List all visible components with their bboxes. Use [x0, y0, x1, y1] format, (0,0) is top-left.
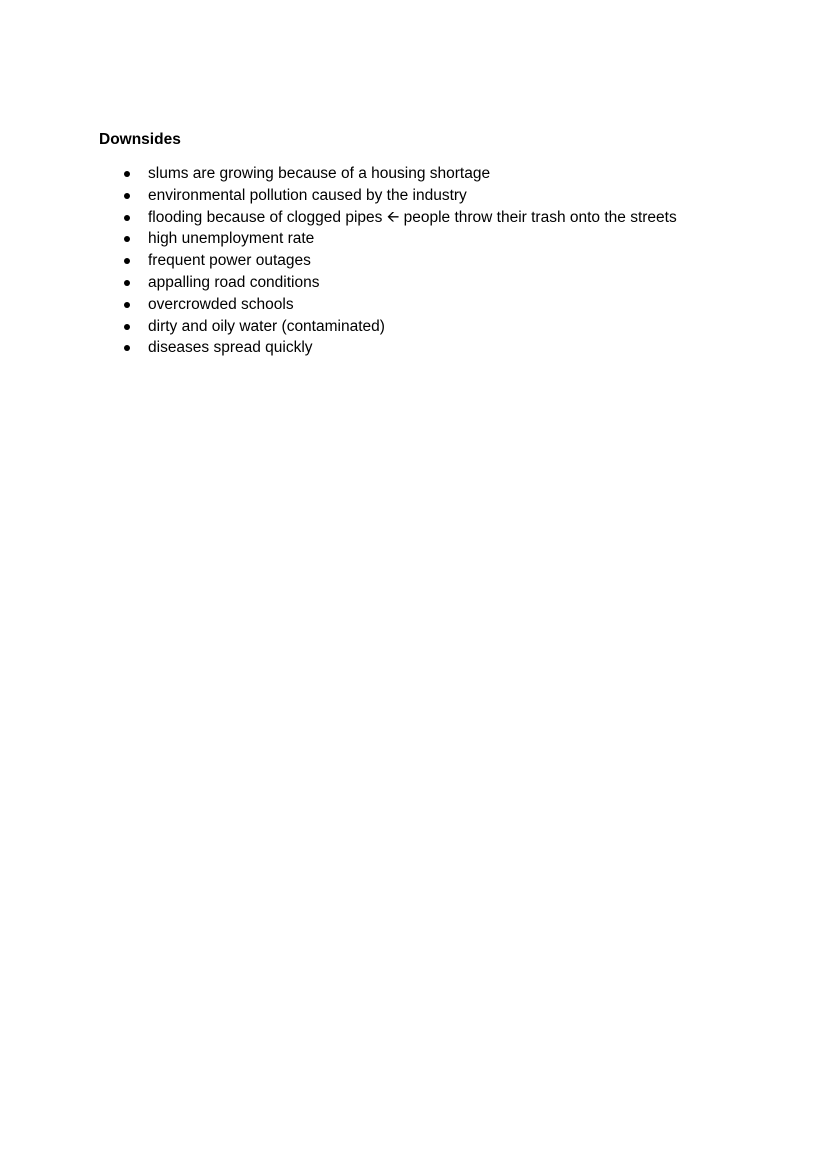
bullet-icon [124, 280, 130, 286]
list-item [120, 272, 820, 294]
list-item-text: slums are growing because of a housing shortage [148, 165, 491, 182]
bullet-icon [124, 193, 130, 199]
list-item-text: frequent power outages [148, 252, 311, 270]
list-item-text: flooding because of clogged pipes 🡨 people throw their trash onto the streets [148, 208, 677, 226]
list-item-text: appalling road conditions [148, 273, 320, 291]
list-item-text: overcrowded schools [148, 295, 294, 313]
list-item [120, 207, 820, 229]
bullet-icon [124, 302, 130, 308]
list-item [120, 316, 820, 338]
list-item [120, 228, 820, 250]
bullet-icon [124, 171, 130, 177]
list-item-text: diseases spread quickly [148, 339, 313, 357]
bullet-icon [124, 215, 130, 221]
bullet-icon [124, 236, 130, 242]
bullet-icon [124, 258, 130, 264]
downsides-list [120, 163, 820, 359]
list-item [120, 185, 820, 207]
list-item [120, 337, 820, 359]
section-heading: Downsides [99, 131, 181, 148]
list-item-text: dirty and oily water (contaminated) [148, 317, 385, 335]
list-item [120, 163, 820, 185]
bullet-icon [124, 324, 130, 330]
list-item-text: environmental pollution caused by the industry [148, 186, 467, 204]
list-item-text: high unemployment rate [148, 230, 315, 248]
list-item [120, 250, 820, 272]
bullet-icon [124, 345, 130, 351]
list-item [120, 294, 820, 316]
